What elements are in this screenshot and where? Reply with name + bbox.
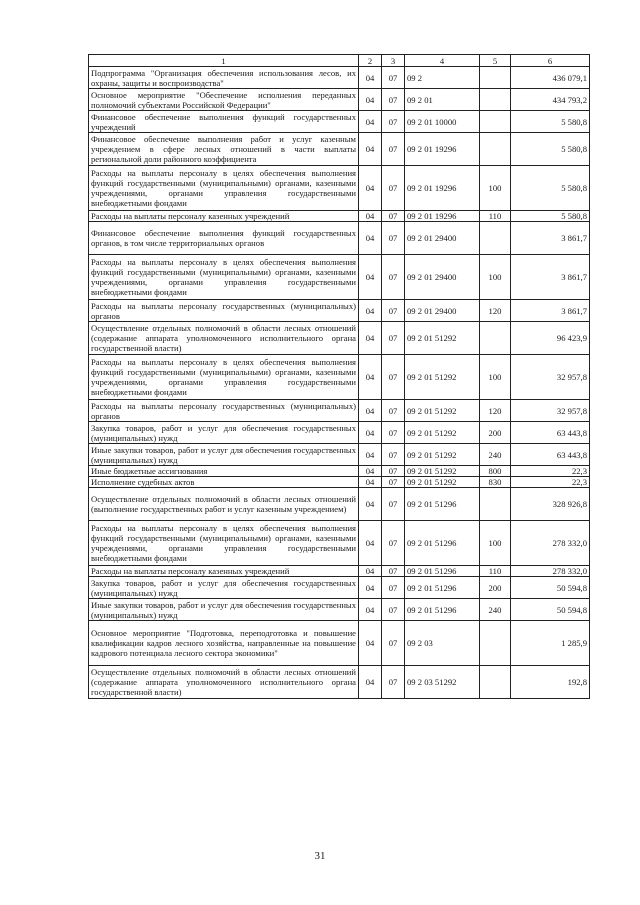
row-subsection-cell: 07	[382, 422, 405, 444]
row-amount-cell: 3 861,7	[511, 300, 590, 322]
row-target-article-cell: 09 2 01 51292	[405, 355, 480, 400]
table-row	[89, 477, 590, 488]
row-section-cell: 04	[359, 222, 382, 255]
row-target-article-cell: 09 2 01 51296	[405, 566, 480, 577]
header-cell-6: 6	[511, 55, 590, 67]
table-row	[89, 222, 590, 255]
row-expense-type-cell: 120	[480, 400, 511, 422]
row-target-article-cell: 09 2 03 51292	[405, 666, 480, 699]
row-amount-cell: 32 957,8	[511, 355, 590, 400]
row-section-cell: 04	[359, 566, 382, 577]
row-subsection-cell: 07	[382, 566, 405, 577]
row-subsection-cell: 07	[382, 477, 405, 488]
row-name-cell: Расходы на выплаты персоналу государственных (муниципальных) органов	[89, 300, 359, 322]
row-subsection-cell: 07	[382, 666, 405, 699]
row-name-cell: Основное мероприятие "Подготовка, переподготовка и повышение квалификации кадров лесного хозяйства, направленные на повышение кадрового потенциала лесного сектора экономики"	[89, 621, 359, 666]
row-section-cell: 04	[359, 355, 382, 400]
row-subsection-cell: 07	[382, 488, 405, 521]
row-amount-cell: 436 079,1	[511, 67, 590, 89]
row-subsection-cell: 07	[382, 577, 405, 599]
header-cell-5: 5	[480, 55, 511, 67]
row-section-cell: 04	[359, 599, 382, 621]
row-subsection-cell: 07	[382, 355, 405, 400]
row-section-cell: 04	[359, 255, 382, 300]
row-name-cell: Осуществление отдельных полномочий в области лесных отношений (содержание аппарата уполномоченного исполнительного органа государственной власти)	[89, 322, 359, 355]
table-row	[89, 300, 590, 322]
row-target-article-cell: 09 2 01 29400	[405, 300, 480, 322]
row-subsection-cell: 07	[382, 300, 405, 322]
row-target-article-cell: 09 2 01 51292	[405, 322, 480, 355]
row-target-article-cell: 09 2 01 10000	[405, 111, 480, 133]
row-subsection-cell: 07	[382, 521, 405, 566]
row-amount-cell: 3 861,7	[511, 255, 590, 300]
row-expense-type-cell: 240	[480, 599, 511, 621]
row-name-cell: Расходы на выплаты персоналу в целях обеспечения выполнения функций государственными (муниципальными) органами, казенными учреждениями, органами управления государственными внебюджетными фондами	[89, 355, 359, 400]
table-row	[89, 566, 590, 577]
row-subsection-cell: 07	[382, 599, 405, 621]
row-section-cell: 04	[359, 400, 382, 422]
row-amount-cell: 278 332,0	[511, 521, 590, 566]
row-amount-cell: 328 926,8	[511, 488, 590, 521]
row-expense-type-cell	[480, 133, 511, 166]
table-row	[89, 67, 590, 89]
row-section-cell: 04	[359, 521, 382, 566]
row-subsection-cell: 07	[382, 400, 405, 422]
row-amount-cell: 22,3	[511, 477, 590, 488]
header-cell-1: 1	[89, 55, 359, 67]
row-section-cell: 04	[359, 621, 382, 666]
row-amount-cell: 63 443,8	[511, 444, 590, 466]
row-expense-type-cell: 240	[480, 444, 511, 466]
table-row	[89, 599, 590, 621]
table-row	[89, 322, 590, 355]
row-section-cell: 04	[359, 477, 382, 488]
row-section-cell: 04	[359, 422, 382, 444]
row-name-cell: Подпрограмма "Организация обеспечения использования лесов, их охраны, защиты и воспроизводства"	[89, 67, 359, 89]
row-section-cell: 04	[359, 67, 382, 89]
row-amount-cell: 192,8	[511, 666, 590, 699]
row-name-cell: Расходы на выплаты персоналу в целях обеспечения выполнения функций государственными (муниципальными) органами, казенными учреждениями, органами управления государственными внебюджетными фондами	[89, 521, 359, 566]
row-target-article-cell: 09 2 01 51296	[405, 521, 480, 566]
row-name-cell: Осуществление отдельных полномочий в области лесных отношений (содержание аппарата уполномоченного исполнительного органа государственной власти)	[89, 666, 359, 699]
row-amount-cell: 5 580,8	[511, 133, 590, 166]
row-name-cell: Осуществление отдельных полномочий в области лесных отношений (выполнение государственных работ и услуг казенным учреждением)	[89, 488, 359, 521]
row-amount-cell: 50 594,8	[511, 577, 590, 599]
row-expense-type-cell	[480, 111, 511, 133]
row-target-article-cell: 09 2 01 51292	[405, 466, 480, 477]
row-amount-cell: 3 861,7	[511, 222, 590, 255]
table-header-row	[89, 55, 590, 67]
row-section-cell: 04	[359, 444, 382, 466]
row-subsection-cell: 07	[382, 255, 405, 300]
row-expense-type-cell	[480, 322, 511, 355]
row-subsection-cell: 07	[382, 67, 405, 89]
table-row	[89, 133, 590, 166]
row-amount-cell: 278 332,0	[511, 566, 590, 577]
row-amount-cell: 5 580,8	[511, 211, 590, 222]
row-target-article-cell: 09 2 01 19296	[405, 133, 480, 166]
row-amount-cell: 96 423,9	[511, 322, 590, 355]
row-name-cell: Расходы на выплаты персоналу казенных учреждений	[89, 566, 359, 577]
header-cell-4: 4	[405, 55, 480, 67]
row-amount-cell: 50 594,8	[511, 599, 590, 621]
table-row	[89, 577, 590, 599]
row-expense-type-cell: 100	[480, 255, 511, 300]
page-number: 31	[314, 850, 326, 862]
row-expense-type-cell: 800	[480, 466, 511, 477]
row-target-article-cell: 09 2 01 29400	[405, 222, 480, 255]
row-subsection-cell: 07	[382, 322, 405, 355]
row-name-cell: Иные бюджетные ассигнования	[89, 466, 359, 477]
row-target-article-cell: 09 2 01 51296	[405, 599, 480, 621]
table-row	[89, 400, 590, 422]
row-section-cell: 04	[359, 322, 382, 355]
row-name-cell: Закупка товаров, работ и услуг для обеспечения государственных (муниципальных) нужд	[89, 422, 359, 444]
row-target-article-cell: 09 2 01 51296	[405, 488, 480, 521]
row-expense-type-cell: 120	[480, 300, 511, 322]
table-row	[89, 211, 590, 222]
row-name-cell: Основное мероприятие "Обеспечение исполнения переданных полномочий субъектами Российской Федерации"	[89, 89, 359, 111]
row-amount-cell: 63 443,8	[511, 422, 590, 444]
row-amount-cell: 22,3	[511, 466, 590, 477]
row-expense-type-cell: 200	[480, 422, 511, 444]
row-amount-cell: 1 285,9	[511, 621, 590, 666]
row-section-cell: 04	[359, 466, 382, 477]
row-section-cell: 04	[359, 166, 382, 211]
row-name-cell: Расходы на выплаты персоналу казенных учреждений	[89, 211, 359, 222]
row-expense-type-cell	[480, 67, 511, 89]
row-target-article-cell: 09 2 01 51292	[405, 444, 480, 466]
header-cell-2: 2	[359, 55, 382, 67]
row-name-cell: Иные закупки товаров, работ и услуг для обеспечения государственных (муниципальных) нужд	[89, 599, 359, 621]
row-expense-type-cell: 100	[480, 521, 511, 566]
row-target-article-cell: 09 2 01 51296	[405, 577, 480, 599]
row-target-article-cell: 09 2 01	[405, 89, 480, 111]
row-subsection-cell: 07	[382, 133, 405, 166]
row-expense-type-cell: 110	[480, 211, 511, 222]
row-target-article-cell: 09 2 01 51292	[405, 400, 480, 422]
header-cell-3: 3	[382, 55, 405, 67]
row-name-cell: Расходы на выплаты персоналу государственных (муниципальных) органов	[89, 400, 359, 422]
table-row	[89, 255, 590, 300]
row-subsection-cell: 07	[382, 621, 405, 666]
row-name-cell: Закупка товаров, работ и услуг для обеспечения государственных (муниципальных) нужд	[89, 577, 359, 599]
row-amount-cell: 5 580,8	[511, 166, 590, 211]
budget-table	[88, 54, 590, 699]
row-expense-type-cell	[480, 488, 511, 521]
table-row	[89, 666, 590, 699]
row-target-article-cell: 09 2 01 29400	[405, 255, 480, 300]
table-body	[89, 55, 590, 699]
row-expense-type-cell: 110	[480, 566, 511, 577]
table-row	[89, 621, 590, 666]
table-row	[89, 488, 590, 521]
row-subsection-cell: 07	[382, 111, 405, 133]
row-amount-cell: 434 793,2	[511, 89, 590, 111]
row-target-article-cell: 09 2 01 19296	[405, 211, 480, 222]
row-subsection-cell: 07	[382, 444, 405, 466]
row-expense-type-cell	[480, 621, 511, 666]
table-row	[89, 422, 590, 444]
row-name-cell: Финансовое обеспечение выполнения функций государственных учреждений	[89, 111, 359, 133]
row-subsection-cell: 07	[382, 211, 405, 222]
row-section-cell: 04	[359, 300, 382, 322]
row-name-cell: Иные закупки товаров, работ и услуг для обеспечения государственных (муниципальных) нужд	[89, 444, 359, 466]
row-target-article-cell: 09 2 01 51292	[405, 422, 480, 444]
table-row	[89, 444, 590, 466]
row-expense-type-cell	[480, 89, 511, 111]
row-target-article-cell: 09 2 01 19296	[405, 166, 480, 211]
table-row	[89, 166, 590, 211]
row-section-cell: 04	[359, 133, 382, 166]
row-section-cell: 04	[359, 666, 382, 699]
row-expense-type-cell: 830	[480, 477, 511, 488]
row-subsection-cell: 07	[382, 466, 405, 477]
row-target-article-cell: 09 2	[405, 67, 480, 89]
row-section-cell: 04	[359, 211, 382, 222]
table-row	[89, 521, 590, 566]
row-amount-cell: 32 957,8	[511, 400, 590, 422]
row-target-article-cell: 09 2 01 51292	[405, 477, 480, 488]
row-subsection-cell: 07	[382, 166, 405, 211]
row-expense-type-cell: 200	[480, 577, 511, 599]
row-expense-type-cell: 100	[480, 166, 511, 211]
row-target-article-cell: 09 2 03	[405, 621, 480, 666]
row-expense-type-cell: 100	[480, 355, 511, 400]
row-section-cell: 04	[359, 111, 382, 133]
table-row	[89, 355, 590, 400]
row-name-cell: Финансовое обеспечение выполнения функций государственных органов, в том числе территориальных органов	[89, 222, 359, 255]
table-row	[89, 89, 590, 111]
table-row	[89, 466, 590, 477]
row-name-cell: Исполнение судебных актов	[89, 477, 359, 488]
row-subsection-cell: 07	[382, 89, 405, 111]
row-section-cell: 04	[359, 577, 382, 599]
row-name-cell: Расходы на выплаты персоналу в целях обеспечения выполнения функций государственными (муниципальными) органами, казенными учреждениями, органами управления государственными внебюджетными фондами	[89, 255, 359, 300]
row-section-cell: 04	[359, 89, 382, 111]
row-name-cell: Финансовое обеспечение выполнения работ и услуг казенным учреждением в сфере лесных отношений в части выплаты региональной доли районного коэффициента	[89, 133, 359, 166]
row-expense-type-cell	[480, 666, 511, 699]
table-row	[89, 111, 590, 133]
row-subsection-cell: 07	[382, 222, 405, 255]
row-amount-cell: 5 580,8	[511, 111, 590, 133]
row-name-cell: Расходы на выплаты персоналу в целях обеспечения выполнения функций государственными (муниципальными) органами, казенными учреждениями, органами управления государственными внебюджетными фондами	[89, 166, 359, 211]
row-section-cell: 04	[359, 488, 382, 521]
row-expense-type-cell	[480, 222, 511, 255]
